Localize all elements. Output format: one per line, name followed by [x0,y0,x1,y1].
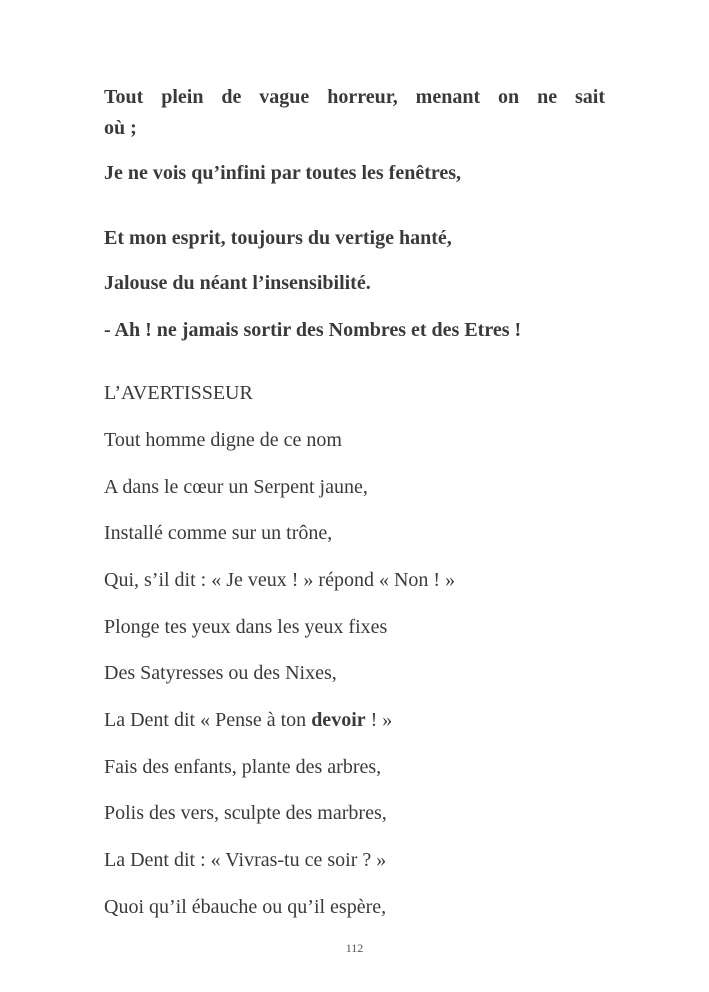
verse-line [104,708,605,732]
poem-title: L’AVERTISSEUR [104,382,253,404]
verse-line: Installé comme sur un trône, [104,522,333,544]
page-number: 112 [345,941,364,955]
verse-line: Qui, s’il dit : « Je veux ! » répond « Non ! » [104,569,456,591]
verse-line: - Ah ! ne jamais sortir des Nombres et des Etres ! [104,319,522,341]
verse-line: où ; [104,117,137,139]
verse-line: La Dent dit : « Vivras-tu ce soir ? » [104,849,387,871]
verse-text: La Dent dit « Pense à ton [104,709,312,731]
verse-line: Je ne vois qu’infini par toutes les fenêtres, [104,162,462,184]
verse-line: Tout homme digne de ce nom [104,429,342,451]
verse-line: Fais des enfants, plante des arbres, [104,756,382,778]
verse-line: A dans le cœur un Serpent jaune, [104,476,368,498]
verse-line: Plonge tes yeux dans les yeux fixes [104,616,388,638]
verse-line: Polis des vers, sculpte des marbres, [104,802,387,824]
verse-text: ! » [365,709,393,731]
verse-line: Jalouse du néant l’insensibilité. [104,272,371,294]
verse-line: Quoi qu’il ébauche ou qu’il espère, [104,896,387,918]
verse-line: Des Satyresses ou des Nixes, [104,662,337,684]
verse-line: Et mon esprit, toujours du vertige hanté, [104,227,452,249]
verse-line: Tout plein de vague horreur, menant on ne sait [104,86,605,108]
verse-emphasis: devoir [311,709,366,731]
